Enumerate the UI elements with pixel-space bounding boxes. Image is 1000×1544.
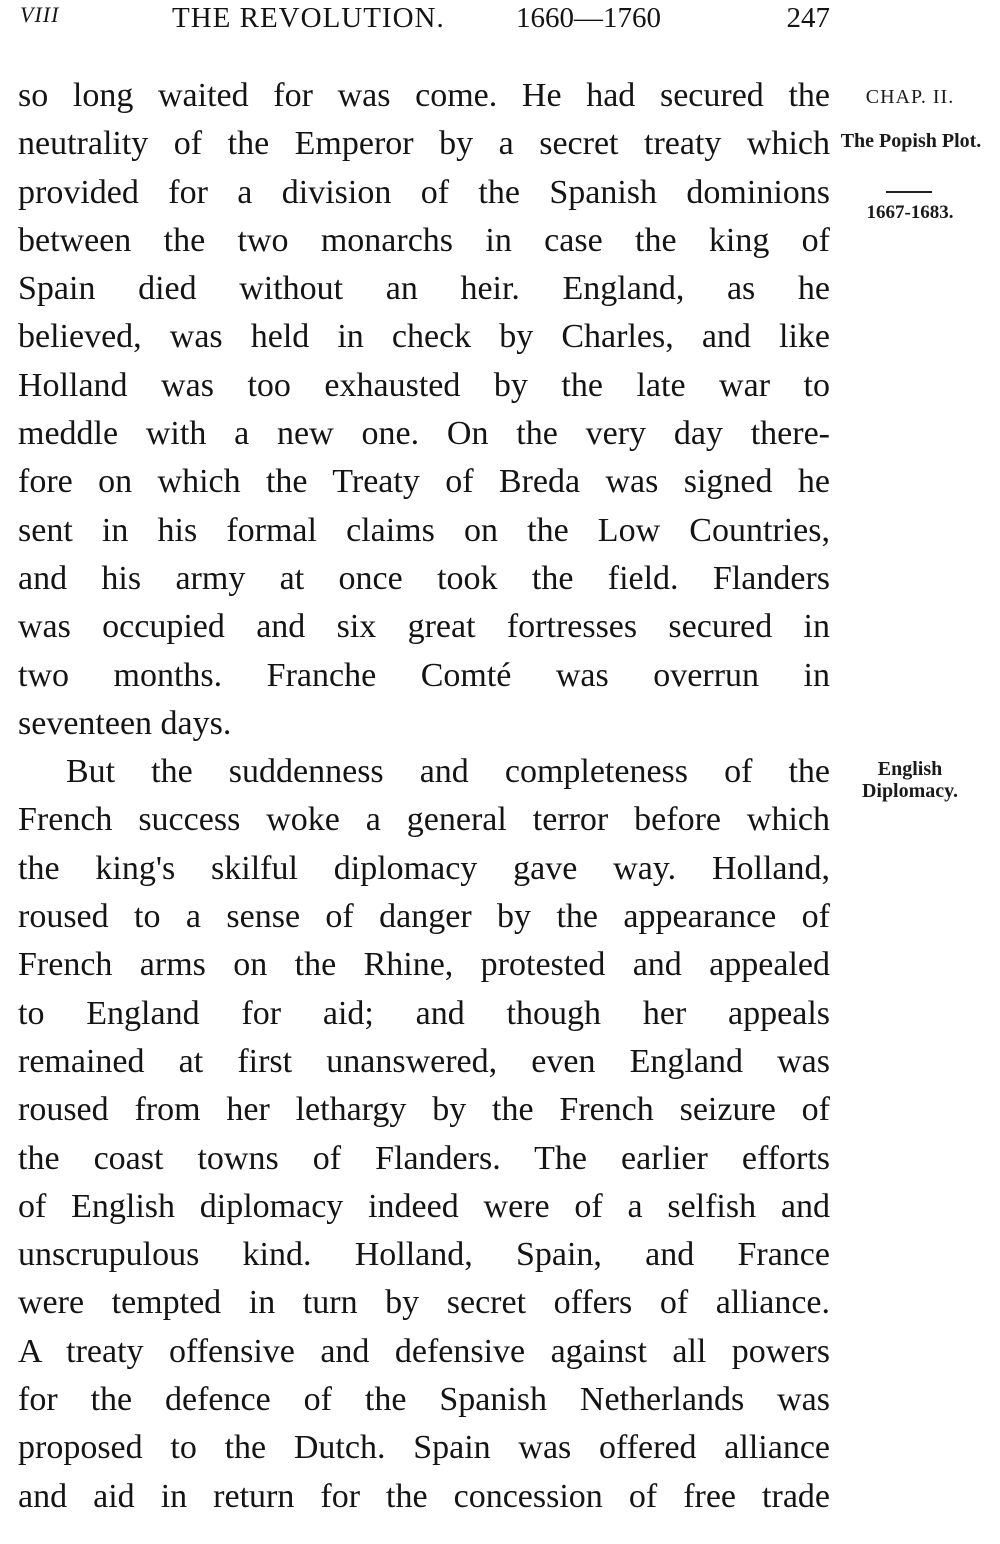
- text-line: two months. Franche Comté was overrun in: [18, 656, 830, 694]
- text-line: and aid in return for the concession of free trade: [18, 1477, 830, 1515]
- header-dates: 1660—1760: [516, 2, 661, 34]
- text-line: sent in his formal claims on the Low Countries,: [18, 511, 830, 549]
- text-line: roused to a sense of danger by the appearance of: [18, 898, 830, 936]
- text-line: between the two monarchs in case the king of: [18, 221, 830, 259]
- running-header: [20, 2, 830, 42]
- text-line: believed, was held in check by Charles, and like: [18, 318, 830, 356]
- text-line: so long waited for was come. He had secured the: [18, 77, 830, 114]
- text-line: Spain died without an heir. England, as he: [18, 270, 830, 308]
- text-line: unscrupulous kind. Holland, Spain, and France: [18, 1236, 830, 1274]
- margin-topic-english-diplomacy: English Diplomacy.: [861, 758, 959, 802]
- text-line: remained at first unanswered, even England was: [18, 1042, 830, 1080]
- text-line: But the suddenness and completeness of the: [66, 753, 830, 791]
- text-line: and his army at once took the field. Flanders: [18, 559, 830, 597]
- text-line: for the defence of the Spanish Netherlands was: [18, 1381, 830, 1419]
- page-number: 247: [786, 2, 830, 34]
- margin-years: 1667-1683.: [866, 202, 954, 223]
- text-line: provided for a division of the Spanish dominions: [18, 173, 830, 211]
- margin-chapter-label: CHAP. II.: [865, 86, 955, 108]
- text-line: French success woke a general terror before which: [18, 801, 830, 839]
- text-line: French arms on the Rhine, protested and appealed: [18, 946, 830, 984]
- text-line: roused from her lethargy by the French seizure of: [18, 1091, 830, 1129]
- text-line: fore on which the Treaty of Breda was signed he: [18, 463, 830, 501]
- margin-topic-popish-plot: The Popish Plot.: [840, 130, 982, 152]
- header-title: THE REVOLUTION.: [172, 2, 445, 34]
- text-line: Holland was too exhausted by the late war to: [18, 366, 830, 404]
- text-line: were tempted in turn by secret offers of alliance.: [18, 1284, 830, 1322]
- text-line: A treaty offensive and defensive against all powers: [18, 1332, 830, 1370]
- header-chapter-numeral: VIII: [20, 2, 60, 27]
- text-line: proposed to the Dutch. Spain was offered alliance: [18, 1429, 830, 1467]
- margin-rule: [886, 191, 932, 193]
- text-line: the king's skilful diplomacy gave way. Holland,: [18, 849, 830, 887]
- body-text: [18, 72, 830, 1521]
- text-line: meddle with a new one. On the very day there-: [18, 415, 830, 453]
- text-line: to England for aid; and though her appeals: [18, 994, 830, 1032]
- text-line: of English diplomacy indeed were of a selfish and: [18, 1187, 830, 1225]
- text-line: the coast towns of Flanders. The earlier efforts: [18, 1139, 830, 1177]
- text-line: neutrality of the Emperor by a secret treaty which: [18, 125, 830, 163]
- text-line: seventeen days.: [18, 704, 232, 742]
- text-line: was occupied and six great fortresses secured in: [18, 608, 830, 646]
